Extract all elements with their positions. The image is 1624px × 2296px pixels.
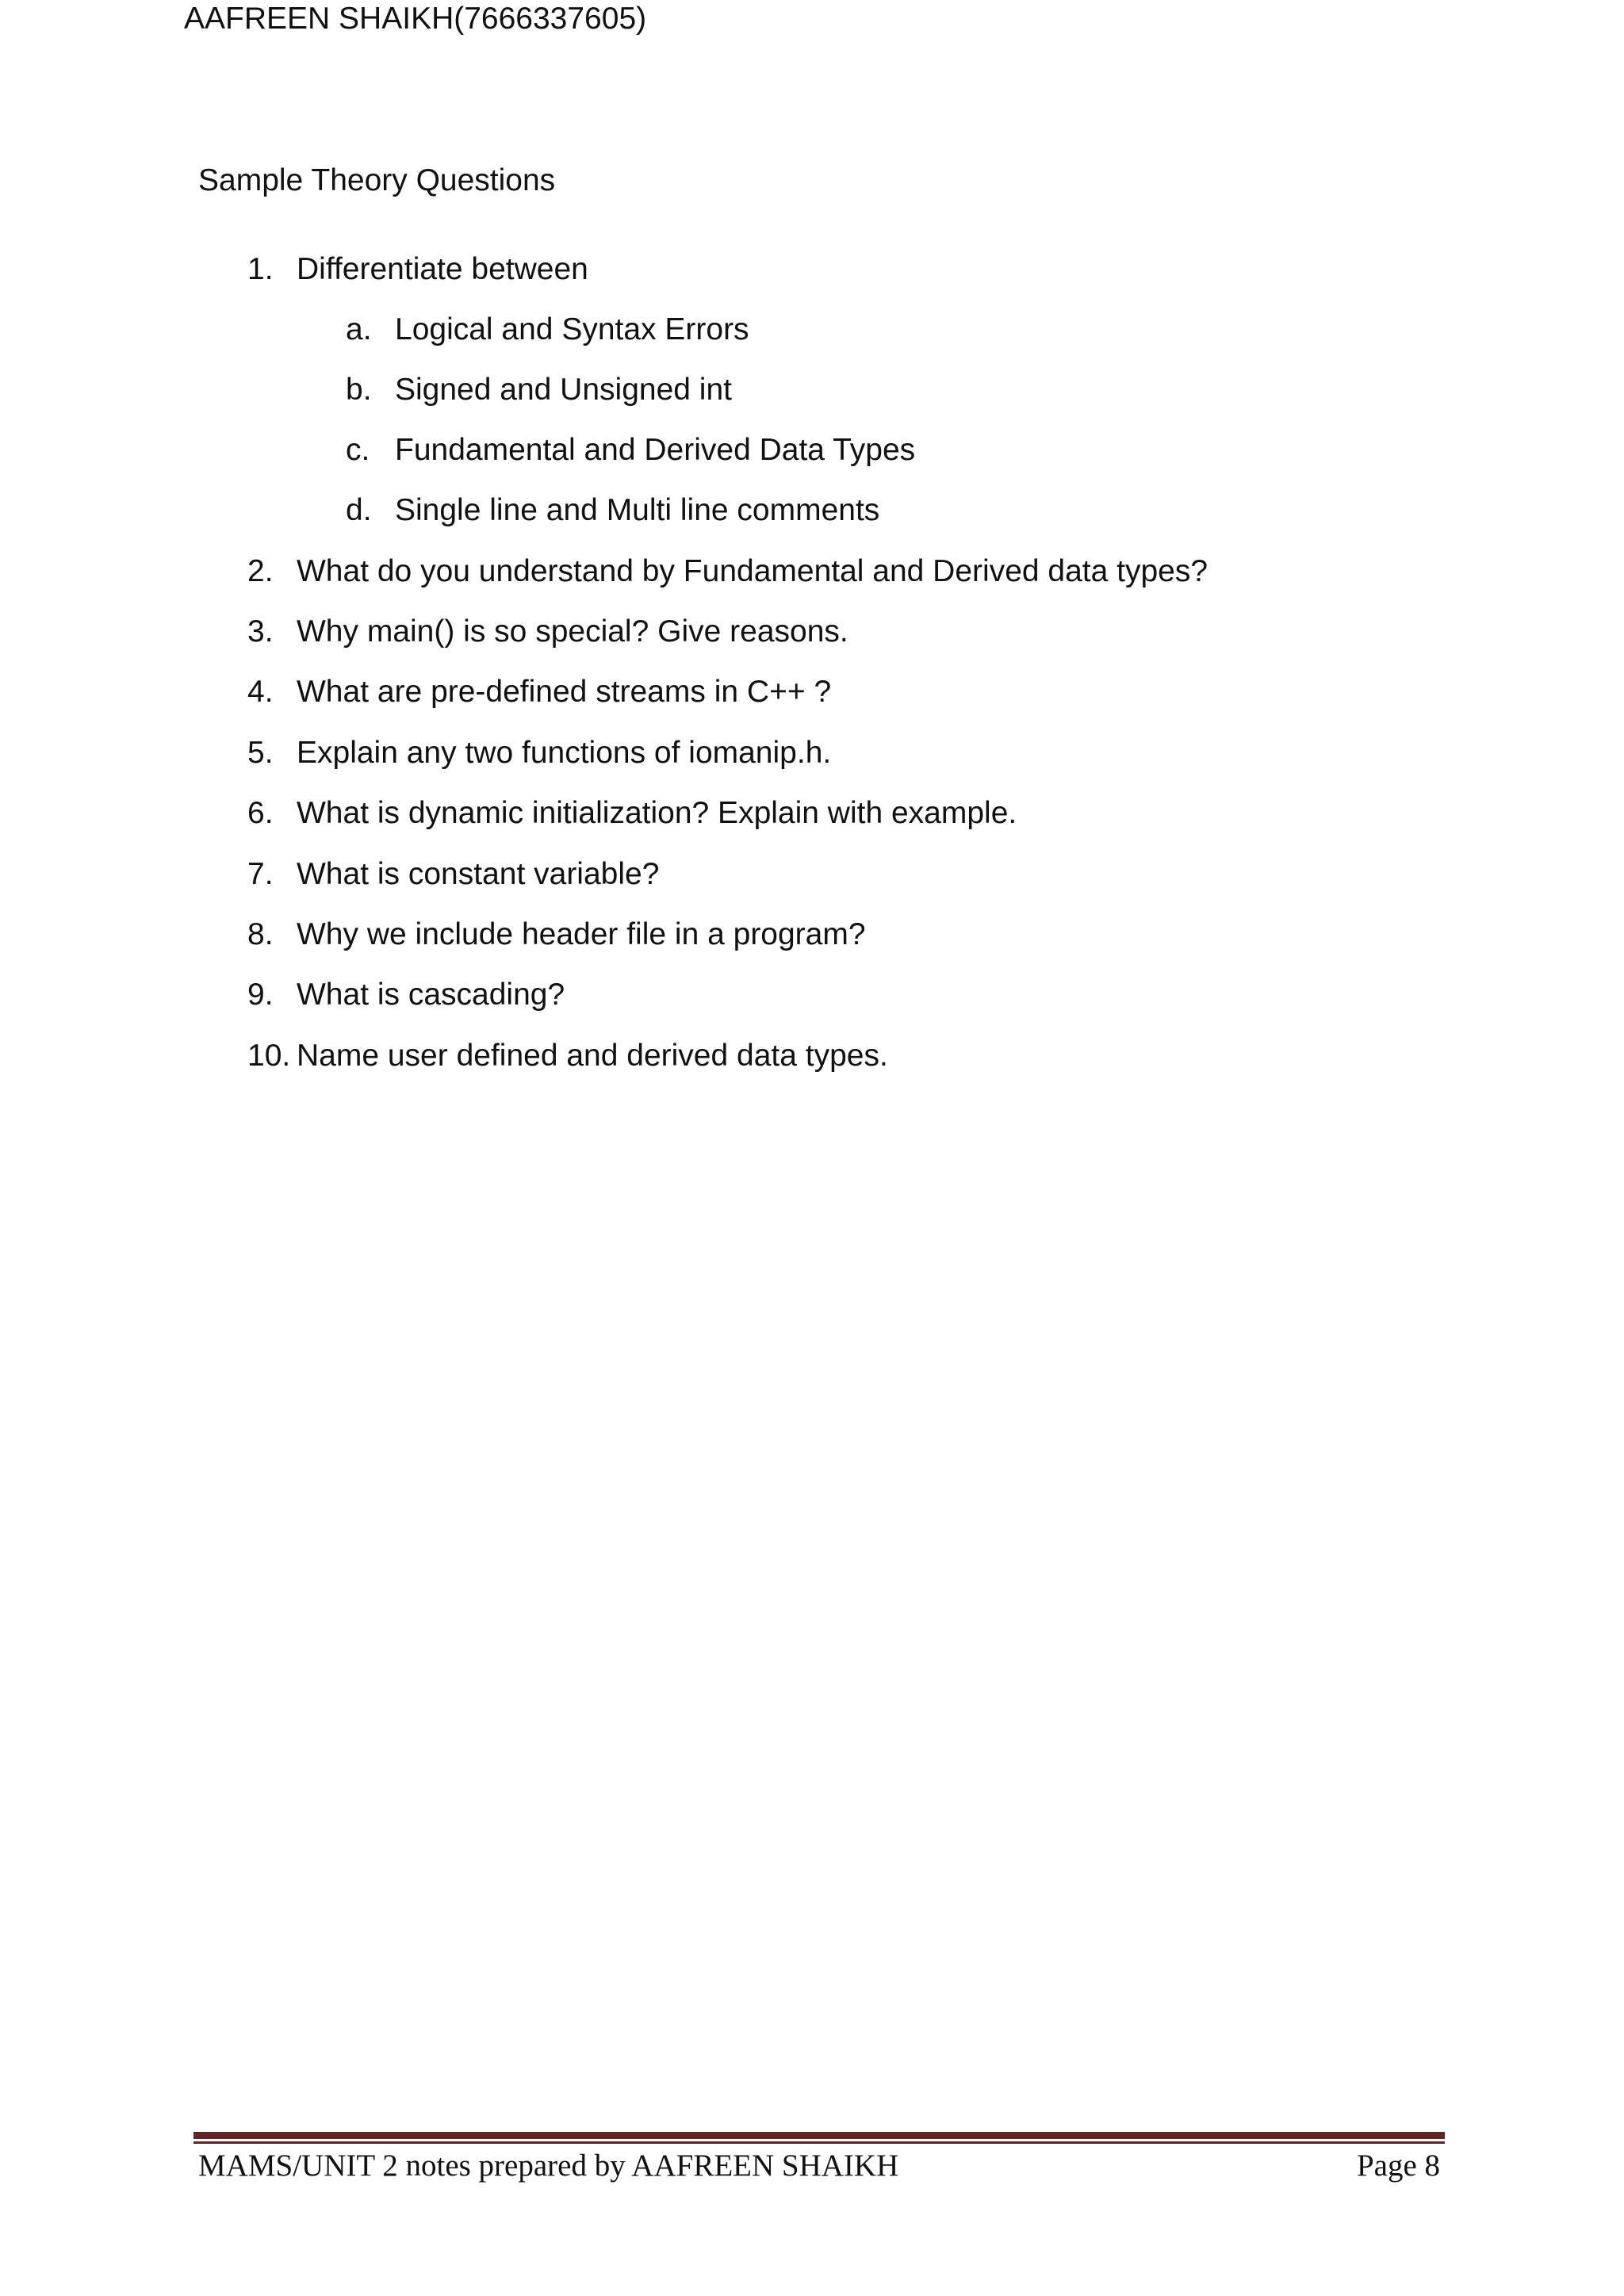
list-text: What is constant variable? (297, 857, 660, 891)
list-text: What are pre-defined streams in C++ ? (297, 675, 832, 709)
list-marker: 7. (247, 857, 274, 891)
list-text: Fundamental and Derived Data Types (395, 433, 916, 467)
list-marker: 3. (247, 614, 274, 649)
list-text: Single line and Multi line comments (395, 493, 880, 527)
list-text: What is dynamic initialization? Explain with example. (297, 796, 1017, 830)
list-marker: 9. (247, 978, 274, 1012)
list-marker: 10. (247, 1039, 291, 1073)
list-text: Differentiate between (297, 252, 588, 286)
footer-rule-thin (193, 2141, 1445, 2144)
list-marker: 2. (247, 554, 274, 588)
list-text: Why we include header file in a program? (297, 917, 866, 951)
list-marker: b. (346, 373, 372, 407)
list-text: What is cascading? (297, 978, 565, 1012)
page-header: AAFREEN SHAIKH(7666337605) (184, 2, 647, 36)
page-number: Page 8 (1356, 2149, 1440, 2183)
list-text: Name user defined and derived data types. (297, 1039, 888, 1073)
list-text: What do you understand by Fundamental and Derived data types? (297, 554, 1208, 588)
list-marker: a. (346, 312, 372, 346)
list-marker: 5. (247, 736, 274, 770)
list-marker: 6. (247, 796, 274, 830)
footer-title: MAMS/UNIT 2 notes prepared by AAFREEN SHAIKH (198, 2149, 899, 2183)
list-text: Signed and Unsigned int (395, 373, 732, 407)
list-marker: 1. (247, 252, 274, 286)
footer-rule (193, 2132, 1445, 2144)
list-text: Why main() is so special? Give reasons. (297, 614, 848, 649)
section-title: Sample Theory Questions (198, 163, 556, 197)
list-marker: c. (346, 433, 370, 467)
list-text: Explain any two functions of iomanip.h. (297, 736, 832, 770)
list-marker: 8. (247, 917, 274, 951)
list-marker: d. (346, 493, 372, 527)
list-marker: 4. (247, 675, 274, 709)
list-text: Logical and Syntax Errors (395, 312, 749, 346)
footer-rule-thick (193, 2132, 1445, 2139)
